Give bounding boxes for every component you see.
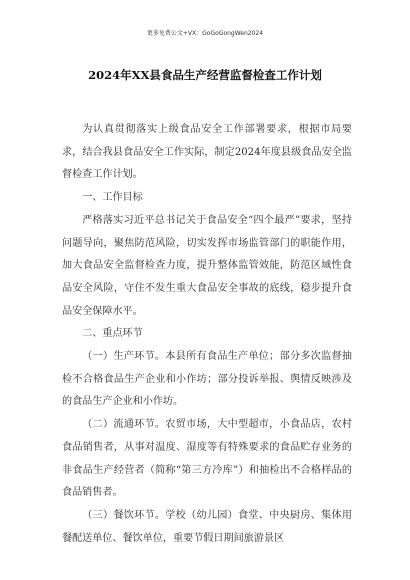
catering-paragraph: （三）餐饮环节。学校（幼儿园）食堂、中央厨房、集体用餐配送单位、餐饮单位，重要节假日期间旅游景区 bbox=[62, 509, 352, 544]
section-heading-key-links: 二、重点环节 bbox=[82, 328, 143, 340]
intro-paragraph: 为认真贯彻落实上级食品安全工作部署要求，根据市局要求，结合我县食品安全工作实际，制定2024年度县级食品安全监督检查工作计划。 bbox=[62, 124, 352, 181]
circulation-paragraph: （二）流通环节。农贸市场，大中型超市，小食品店，农村食品销售者，从事对温度、湿度等有特殊要求的食品贮存业务的非食品生产经营者（简称“第三方冷库”）和抽检出不合格样品的食品销售者。 bbox=[62, 419, 352, 499]
goals-paragraph: 严格落实习近平总书记关于食品安全“四个最严”要求，坚持问题导向，聚焦防范风险，切实发挥市场监管部门的职能作用，加大食品安全监督检查力度，提升整体监管效能，防范区域性食品安全风险，守住不发生重大食品安全事故的底线，稳步提升食品安全保障水平。 bbox=[62, 214, 352, 317]
section-heading-goals: 一、工作目标 bbox=[82, 192, 143, 204]
document-title: 2024年XX县食品生产经营监督检查工作计划 bbox=[88, 68, 322, 82]
production-paragraph: （一）生产环节。本县所有食品生产单位；部分多次监督抽检不合格食品生产企业和小作坊；部分投诉举报、舆情反映涉及的食品生产企业和小作坊。 bbox=[62, 351, 352, 408]
header-note: 更多免费公文+VX：GoGoGongWen2024 bbox=[146, 30, 264, 37]
document-body bbox=[62, 119, 352, 550]
